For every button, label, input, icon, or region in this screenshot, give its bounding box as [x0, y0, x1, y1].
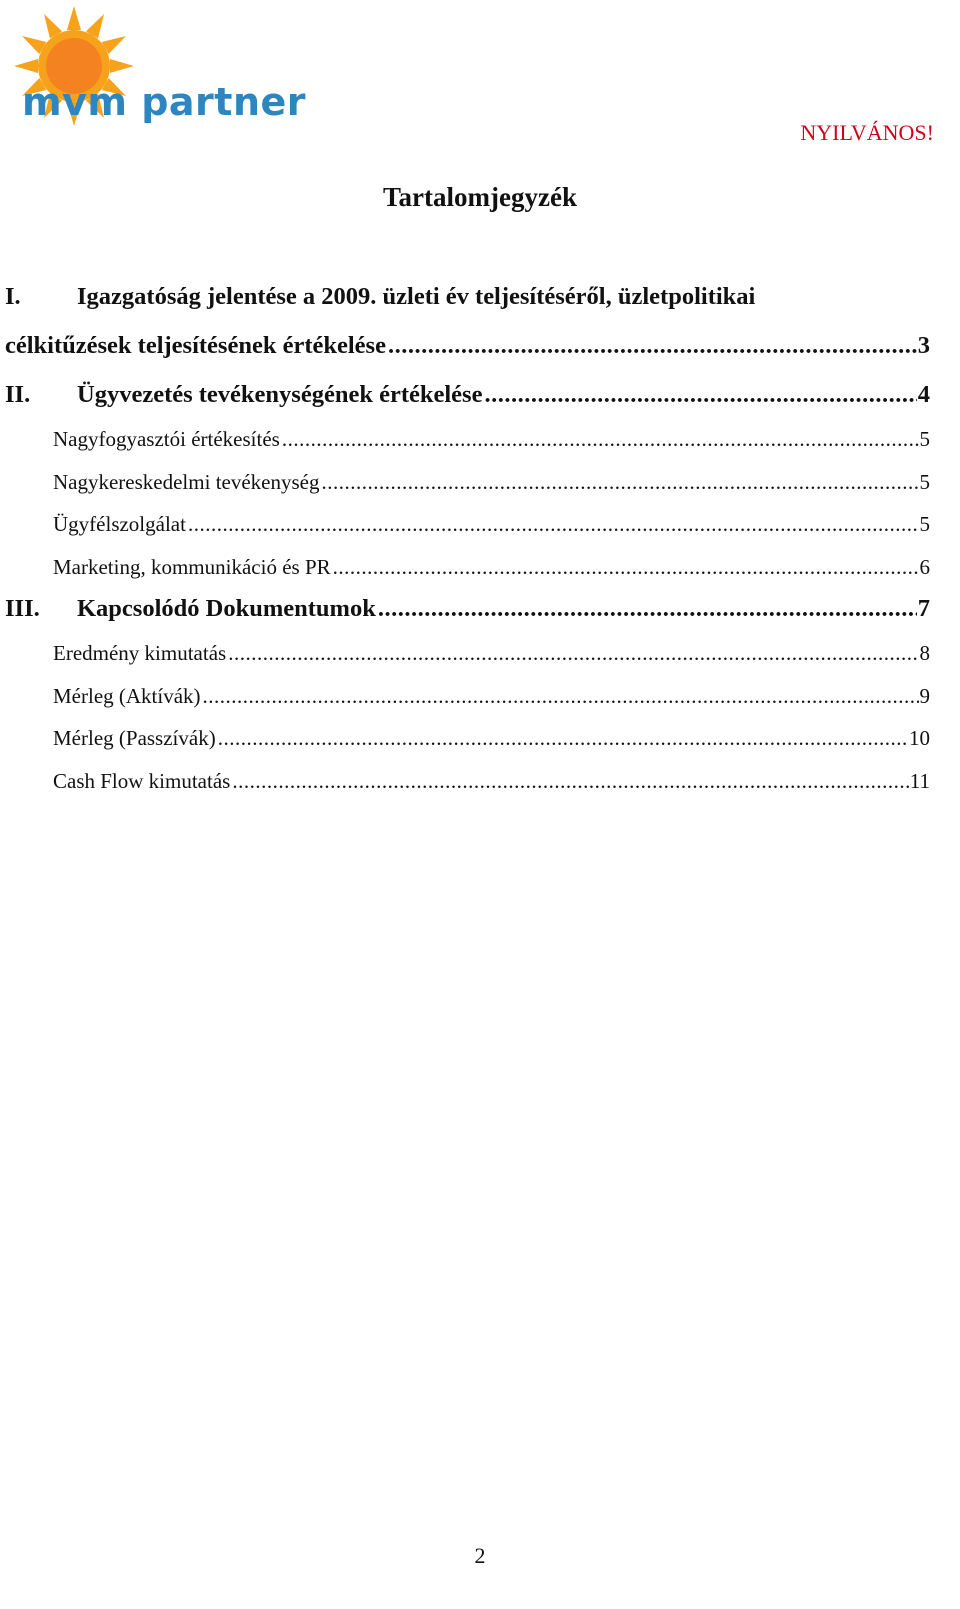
toc-subentry[interactable]: [5, 677, 930, 720]
toc-entry-label: Ügyvezetés tevékenységének értékelése: [77, 381, 483, 408]
toc-subentry[interactable]: [5, 463, 930, 506]
toc-entry-label: Kapcsolódó Dokumentumok: [77, 595, 376, 622]
toc-entry-number: I.: [5, 283, 21, 310]
logo-wordmark: mvm partner: [22, 80, 307, 124]
dot-leader: [388, 327, 917, 365]
toc-page-number: 9: [919, 683, 930, 708]
toc-page-number: 11: [909, 768, 930, 793]
toc-subentry[interactable]: [5, 420, 930, 463]
toc-entry-label: célkitűzések teljesítésének értékelése: [5, 332, 386, 359]
dot-leader: [282, 420, 919, 458]
toc-subentry[interactable]: [5, 634, 930, 677]
dot-leader: [321, 463, 918, 501]
toc-page-number: 5: [919, 427, 930, 451]
toc-entry-label: Cash Flow kimutatás: [53, 768, 231, 793]
dot-leader: [188, 505, 919, 543]
toc-entry-label: Eredmény kimutatás: [53, 641, 227, 665]
toc-page-number: 7: [917, 595, 930, 622]
table-of-contents: [5, 278, 930, 804]
toc-entry-label: Mérleg (Passzívák): [53, 726, 216, 750]
dot-leader: [378, 590, 917, 628]
toc-page-number: 5: [919, 512, 930, 536]
toc-entry-3[interactable]: [5, 590, 930, 634]
dot-leader: [203, 677, 919, 715]
toc-entry-number: II.: [5, 381, 31, 408]
toc-entry-label: Marketing, kommunikáció és PR: [53, 554, 331, 579]
toc-entry-number: III.: [5, 595, 40, 622]
toc-subentry[interactable]: [5, 762, 930, 805]
toc-page-number: 4: [917, 381, 930, 408]
dot-leader: [228, 634, 918, 672]
toc-entry-2[interactable]: [5, 376, 930, 420]
dot-leader: [232, 762, 908, 800]
toc-entry-label: Ügyfélszolgálat: [53, 512, 186, 536]
toc-page-number: 5: [919, 469, 930, 494]
toc-subentry[interactable]: [5, 548, 930, 591]
toc-page-number: 10: [909, 726, 930, 750]
page-title: Tartalomjegyzék: [383, 182, 577, 212]
classification-label: NYILVÁNOS!: [800, 120, 934, 145]
toc-page-number: 6: [919, 554, 930, 579]
dot-leader: [484, 376, 916, 414]
toc-subentry[interactable]: [5, 719, 930, 762]
toc-entry-label: Nagykereskedelmi tevékenység: [53, 469, 320, 494]
company-logo: [8, 4, 308, 134]
toc-subentry[interactable]: [5, 505, 930, 548]
dot-leader: [333, 548, 919, 586]
toc-entry-label-line1: Igazgatóság jelentése a 2009. üzleti év teljesítéséről, üzletpolitikai: [77, 283, 756, 310]
toc-entry-1[interactable]: [5, 278, 930, 376]
page-number: 2: [474, 1543, 486, 1568]
dot-leader: [218, 719, 908, 757]
toc-entry-label: Mérleg (Aktívák): [53, 683, 201, 708]
toc-entry-label: Nagyfogyasztói értékesítés: [53, 427, 280, 451]
toc-page-number: 8: [919, 641, 930, 665]
toc-page-number: 3: [917, 332, 930, 359]
